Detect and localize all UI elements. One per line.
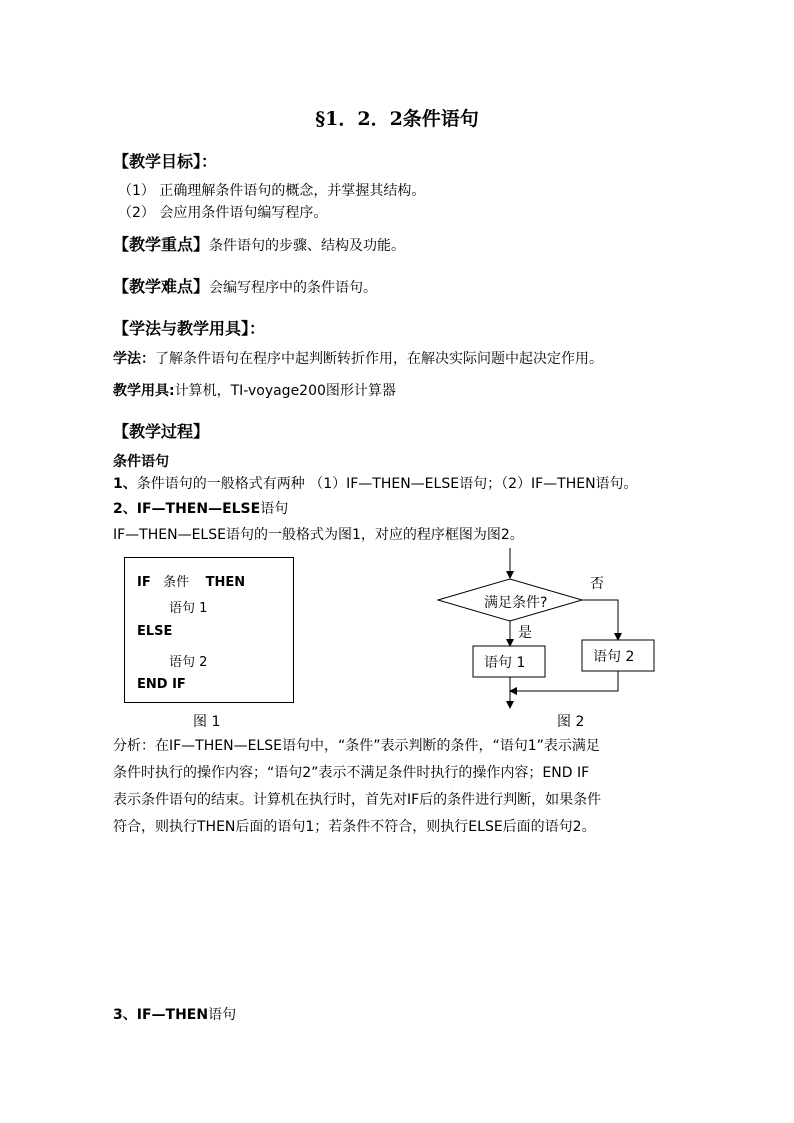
analysis-line-1: 分析：在IF—THEN—ELSE语句中，“条件”表示判断的条件，“语句1”表示满足: [113, 738, 600, 754]
line1-text: 条件语句的一般格式有两种 （1）IF—THEN—ELSE语句；（2）IF—THEN语句。: [136, 476, 638, 492]
if-keyword: IF: [137, 575, 151, 590]
difficulties-text: 会编写程序中的条件语句。: [209, 280, 378, 296]
line2-text: 语句: [260, 501, 289, 517]
key-points-text: 条件语句的步骤、结构及功能。: [209, 238, 406, 254]
objectives-heading: 【教学目标】：: [113, 152, 218, 171]
line1-number: 1、: [113, 476, 137, 492]
tools-text: 计算机，TI-voyage200图形计算器: [174, 383, 396, 399]
figure1-else: ELSE: [137, 624, 173, 639]
decision-label: 满足条件?: [484, 595, 548, 611]
section3-bold: IF—THEN: [136, 1007, 209, 1023]
then-keyword: THEN: [205, 575, 246, 590]
figure1-stmt2: 语句 2: [169, 655, 208, 670]
process-subheading: 条件语句: [113, 454, 169, 470]
line2-bold: IF—THEN—ELSE: [136, 501, 261, 517]
objective-item-2: （2） 会应用条件语句编写程序。: [118, 205, 328, 221]
line2-number: 2、: [113, 501, 137, 517]
difficulties-heading: 【教学难点】: [113, 277, 210, 296]
figure2-caption: 图 2: [557, 714, 585, 730]
no-label: 否: [590, 576, 604, 592]
analysis-line-2: 条件时执行的操作内容；“语句2”表示不满足条件时执行的操作内容；END IF: [113, 765, 590, 781]
statement2-label: 语句 2: [593, 649, 635, 665]
condition-text: 条件: [163, 575, 190, 590]
figure1-endif: END IF: [137, 677, 186, 692]
methods-heading: 【学法与教学用具】：: [113, 319, 266, 338]
analysis-line-3: 表示条件语句的结束。计算机在执行时，首先对IF后的条件进行判断，如果条件: [113, 792, 602, 808]
section3-number: 3、: [113, 1007, 137, 1023]
yes-label: 是: [518, 625, 532, 641]
study-text: 了解条件语句在程序中起判断转折作用，在解决实际问题中起决定作用。: [155, 351, 603, 367]
study-label: 学法：: [113, 351, 155, 367]
process-heading: 【教学过程】: [113, 422, 210, 441]
page-title: §1．2．2条件语句: [315, 108, 479, 130]
key-points-heading: 【教学重点】: [113, 235, 210, 254]
section-3-heading: [113, 1004, 236, 1024]
objective-item-1: （1） 正确理解条件语句的概念，并掌握其结构。: [118, 183, 426, 199]
tools-label: 教学用具:: [113, 383, 175, 399]
section3-text: 语句: [208, 1007, 237, 1023]
figure1-caption: 图 1: [193, 714, 221, 730]
figure1-stmt1: 语句 1: [169, 601, 208, 616]
analysis-paragraph: [113, 733, 683, 841]
analysis-line-4: 符合，则执行THEN后面的语句1；若条件不符合，则执行ELSE后面的语句2。: [113, 819, 596, 835]
no-arrow: [582, 600, 618, 640]
process-line-3: IF—THEN—ELSE语句的一般格式为图1，对应的程序框图为图2。: [113, 527, 524, 543]
statement1-label: 语句 1: [484, 655, 526, 671]
